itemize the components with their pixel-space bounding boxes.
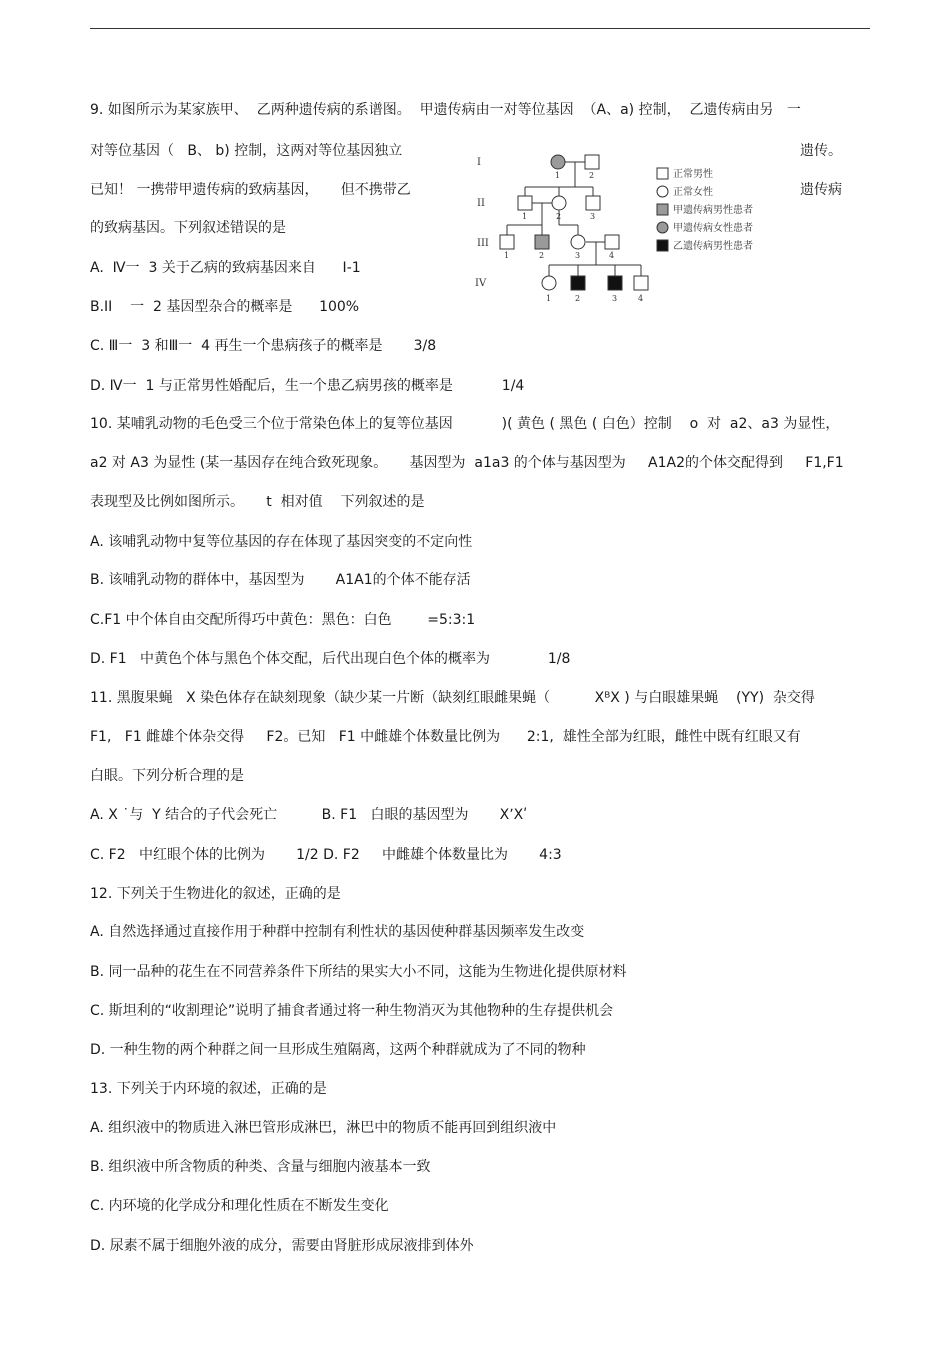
III-1-normal-male bbox=[500, 235, 514, 249]
IV-1-normal-female bbox=[542, 276, 556, 290]
q9-stem-line2-end: 遗传。 bbox=[800, 143, 842, 159]
legend-normal-male-icon bbox=[657, 168, 668, 179]
q10-option-d: D. F1 中黄色个体与黑色个体交配，后代出现白色个体的概率为 1/8 bbox=[90, 651, 571, 667]
IV-2-affected-b-male bbox=[571, 276, 585, 290]
num-II-2: 2 bbox=[556, 212, 562, 221]
legend-label-affected-a-female: 甲遗传病女性患者 bbox=[673, 223, 753, 234]
II-3-normal-male bbox=[586, 196, 600, 210]
q12-option-d: D. 一种生物的两个种群之间一旦形成生殖隔离，这两个种群就成为了不同的物种 bbox=[90, 1042, 586, 1058]
pedigree-diagram bbox=[465, 145, 785, 305]
q10-option-a: A. 该哺乳动物中复等位基因的存在体现了基因突变的不定向性 bbox=[90, 534, 473, 550]
II-2-normal-female bbox=[552, 196, 566, 210]
q9-stem-line3: 已知！ 一携带甲遗传病的致病基因， 但不携带乙 bbox=[90, 182, 411, 198]
legend-affected-a-male-icon bbox=[657, 204, 668, 215]
q12-option-a: A. 自然选择通过直接作用于种群中控制有利性状的基因使种群基因频率发生改变 bbox=[90, 924, 585, 940]
q9-stem-line3-end: 遗传病 bbox=[800, 182, 842, 198]
IV-4-normal-male bbox=[634, 276, 648, 290]
legend-normal-female-icon bbox=[657, 186, 668, 197]
I-1-affected-a-female bbox=[551, 155, 565, 169]
q9-stem-line1: 9. 如图所示为某家族甲、 乙两种遗传病的系谱图。 甲遗传病由一对等位基因 （A、a) 控制， 乙遗传病由另 一 bbox=[90, 102, 801, 118]
III-3-normal-female bbox=[571, 235, 585, 249]
gen-label-2: II bbox=[477, 198, 485, 209]
IV-3-affected-b-male bbox=[608, 276, 622, 290]
gen-label-4: IV bbox=[475, 278, 487, 289]
num-IV-4: 4 bbox=[638, 294, 644, 303]
num-IV-2: 2 bbox=[575, 294, 581, 303]
I-2-normal-male bbox=[585, 155, 599, 169]
legend-label-affected-a-male: 甲遗传病男性患者 bbox=[673, 205, 753, 216]
III-4-normal-male bbox=[605, 235, 619, 249]
q9-option-d: D. Ⅳ一 1 与正常男性婚配后，生一个患乙病男孩的概率是 1/4 bbox=[90, 378, 525, 394]
q9-option-c: C. Ⅲ一 3 和Ⅲ一 4 再生一个患病孩子的概率是 3/8 bbox=[90, 338, 437, 354]
legend-label-normal-female: 正常女性 bbox=[673, 187, 713, 198]
num-III-4: 4 bbox=[609, 251, 615, 260]
legend-affected-a-female-icon bbox=[657, 222, 668, 233]
II-1-normal-male bbox=[518, 196, 532, 210]
q10-option-c: C.F1 中个体自由交配所得巧中黄色：黑色：白色 =5:3:1 bbox=[90, 612, 476, 628]
q11-stem-line1: 11. 黑腹果蝇 X 染色体存在缺刻现象（缺少某一片断（缺刻红眼雌果蝇（ XᴮX ) 与白眼雄果蝇 (YY) 杂交得 bbox=[90, 690, 815, 706]
q11-stem-line3: 白眼。下列分析合理的是 bbox=[90, 768, 244, 784]
q10-stem-line2: a2 对 A3 为显性 (某一基因存在纯合致死现象。 基因型为 a1a3 的个体与基因型为 A1A2的个体交配得到 F1,F1 bbox=[90, 455, 844, 471]
num-III-1: 1 bbox=[504, 251, 510, 260]
q13-stem: 13. 下列关于内环境的叙述，正确的是 bbox=[90, 1081, 327, 1097]
q13-option-a: A. 组织液中的物质进入淋巴管形成淋巴，淋巴中的物质不能再回到组织液中 bbox=[90, 1120, 557, 1136]
q9-option-b: B.II 一 2 基因型杂合的概率是 100% bbox=[90, 299, 360, 315]
legend-label-affected-b-male: 乙遗传病男性患者 bbox=[673, 241, 753, 252]
q11-options-cd: C. F2 中红眼个体的比例为 1/2 D. F2 中雌雄个体数量比为 4:3 bbox=[90, 847, 562, 863]
q11-stem-line2: F1, F1 雌雄个体杂交得 F2。已知 F1 中雌雄个体数量比例为 2:1, 雄性全部为红眼，雌性中既有红眼又有 bbox=[90, 729, 801, 745]
num-I-2: 2 bbox=[589, 171, 595, 180]
q13-option-b: B. 组织液中所含物质的种类、含量与细胞内液基本一致 bbox=[90, 1159, 431, 1175]
q9-stem-line2: 对等位基因（ B、 b) 控制，这两对等位基因独立 bbox=[90, 143, 403, 159]
q12-option-c: C. 斯坦利的“收割理论”说明了捕食者通过将一种生物消灭为其他物种的生存提供机会 bbox=[90, 1003, 614, 1019]
q10-option-b: B. 该哺乳动物的群体中，基因型为 A1A1的个体不能存活 bbox=[90, 572, 471, 588]
q9-stem-line4: 的致病基因。下列叙述错误的是 bbox=[90, 220, 286, 236]
gen-label-3: III bbox=[477, 238, 489, 249]
num-III-3: 3 bbox=[575, 251, 581, 260]
num-I-1: 1 bbox=[555, 171, 561, 180]
q12-option-b: B. 同一品种的花生在不同营养条件下所结的果实大小不同，这能为生物进化提供原材料 bbox=[90, 964, 627, 980]
num-III-2: 2 bbox=[539, 251, 545, 260]
q11-options-ab: A. X ˙与 Y 结合的子代会死亡 B. F1 白眼的基因型为 XʼXʹ bbox=[90, 807, 528, 823]
III-2-affected-a-male bbox=[535, 235, 549, 249]
num-II-1: 1 bbox=[522, 212, 528, 221]
num-II-3: 3 bbox=[590, 212, 596, 221]
q10-stem-line3: 表现型及比例如图所示。 t 相对值 下列叙述的是 bbox=[90, 494, 425, 510]
legend-affected-b-male-icon bbox=[657, 240, 668, 251]
gen-label-1: I bbox=[477, 157, 481, 168]
legend-label-normal-male: 正常男性 bbox=[673, 169, 713, 180]
q10-stem-line1: 10. 某哺乳动物的毛色受三个位于常染色体上的复等位基因 )( 黄色 ( 黑色 ( 白色）控制 o 对 a2、a3 为显性， bbox=[90, 416, 840, 432]
q13-option-c: C. 内环境的化学成分和理化性质在不断发生变化 bbox=[90, 1198, 389, 1214]
num-IV-1: 1 bbox=[546, 294, 552, 303]
q12-stem: 12. 下列关于生物进化的叙述，正确的是 bbox=[90, 886, 341, 902]
q13-option-d: D. 尿素不属于细胞外液的成分，需要由肾脏形成尿液排到体外 bbox=[90, 1238, 474, 1254]
q9-option-a: A. Ⅳ一 3 关于乙病的致病基因来自 I-1 bbox=[90, 260, 361, 276]
top-rule bbox=[90, 28, 870, 29]
num-IV-3: 3 bbox=[612, 294, 618, 303]
